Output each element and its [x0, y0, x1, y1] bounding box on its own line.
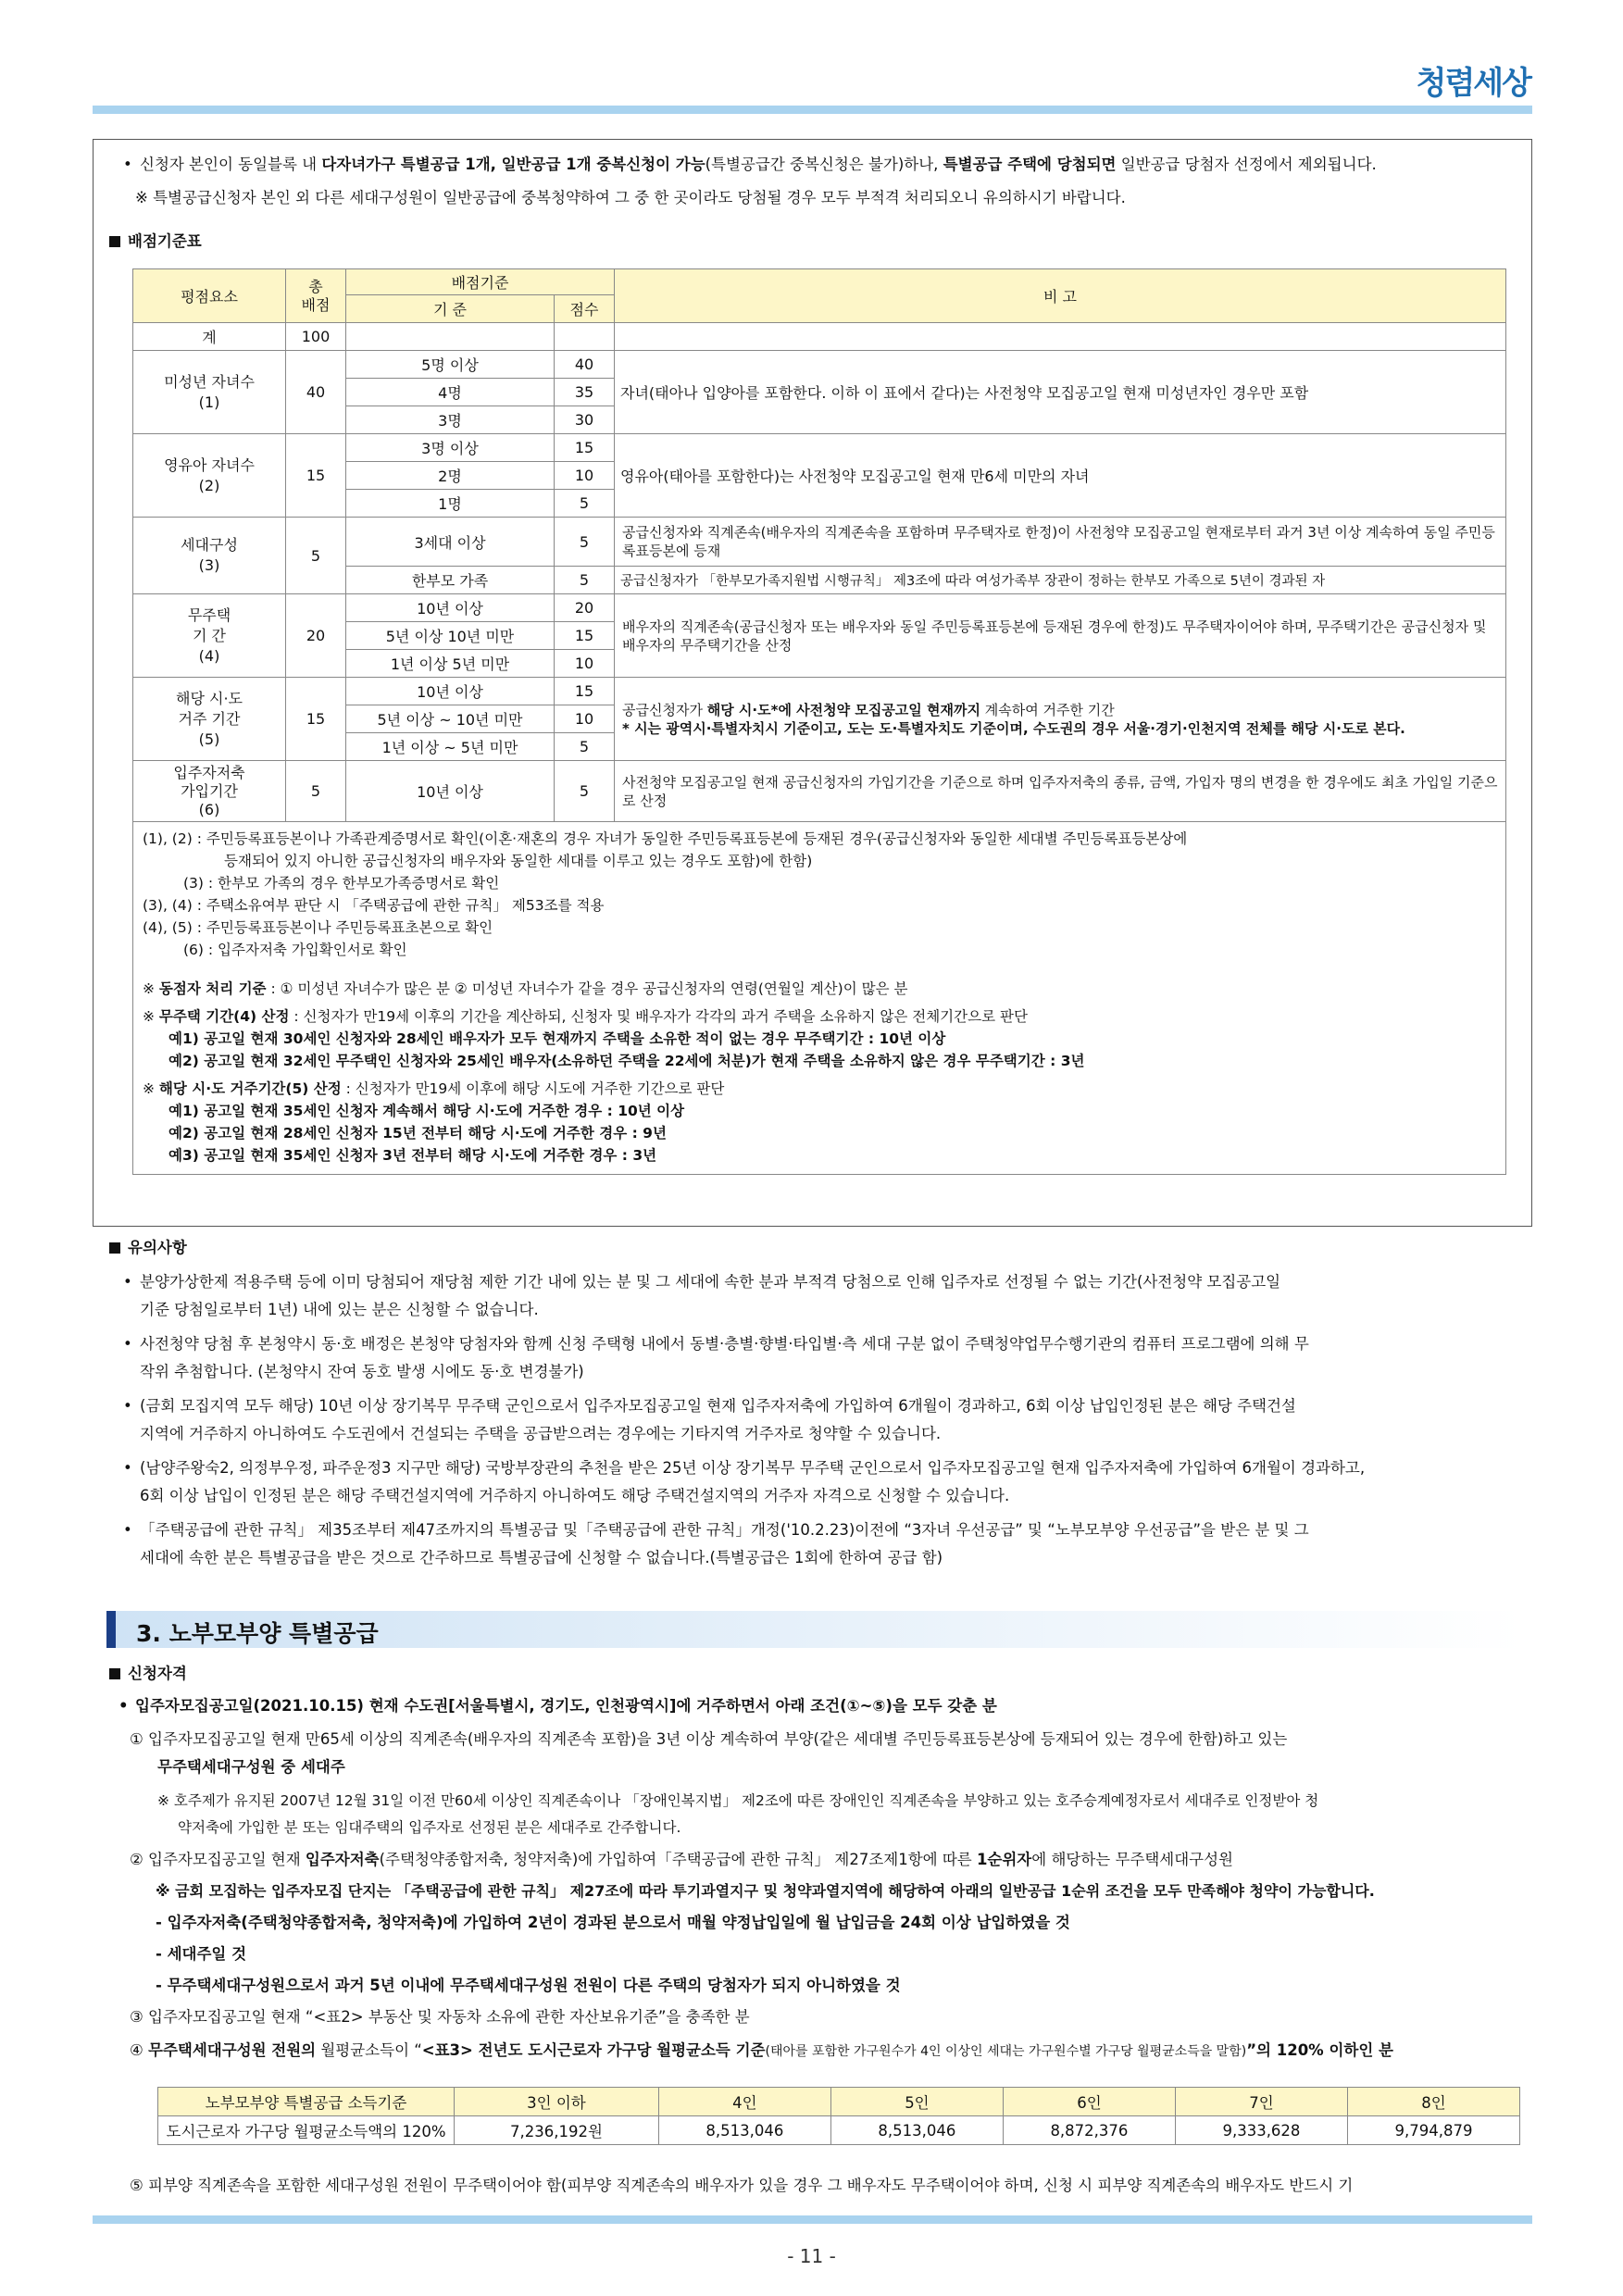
page-number: - 11 -: [787, 2245, 836, 2267]
condition-2: ② 입주자모집공고일 현재 입주자저축(주택청약종합저축, 청약저축)에 가입하여「주택공급에 관한 규칙」 제27조제1항에 따른 1순위자에 해당하는 무주택세대구성원: [130, 1851, 1233, 1868]
condition-5: ⑤ 피부양 직계존속을 포함한 세대구성원 전원이 무주택이어야 함(피부양 직계존속의 배우자가 있을 경우 그 배우자도 무주택이어야 하며, 신청 시 피부양 직계존속의 배우자도 반드시 기: [130, 2177, 1354, 2194]
table-row: 영유아 자녀수 (2) 15 3명 이상 15 영유아(태아를 포함한다)는 사전청약 모집공고일 현재 만6세 미만의 자녀: [133, 434, 1506, 462]
condition-3: ③ 입주자모집공고일 현재 “<표2> 부동산 및 자동차 소유에 관한 자산보유기준”을 충족한 분: [130, 2008, 750, 2026]
cautions-title: 유의사항: [109, 1238, 187, 1258]
condition-4: ④ 무주택세대구성원 전원의 월평균소득이 “<표3> 전년도 도시근로자 가구당 월평균소득 기준(태아를 포함한 가구원수가 4인 이상인 세대는 가구원수별 가구당 월평균소득을 말함)”의 120% 이하인 분: [130, 2041, 1393, 2059]
list-item: • 분양가상한제 적용주택 등에 이미 당첨되어 재당첨 제한 기간 내에 있는 분 및 그 세대에 속한 분과 부적격 당첨으로 인해 입주자로 선정될 수 없는 기간(사전청약 모집공고일 기준 당첨일로부터 1년) 내에 있는 분은 신청할 수 없습니다.: [123, 1273, 1281, 1318]
table-row: 미성년 자녀수 (1) 40 5명 이상 40 자녀(태아나 입양아를 포함한다. 이하 이 표에서 같다)는 사전청약 모집공고일 현재 미성년자인 경우만 포함: [133, 351, 1506, 379]
hdr-total: 총 배점: [286, 269, 346, 323]
list-item: • (금회 모집지역 모두 해당) 10년 이상 장기복무 무주택 군인으로서 입주자모집공고일 현재 입주자저축에 가입하여 6개월이 경과하고, 6회 이상 납입인정된 분은 해당 주택건설 지역에 거주하지 아니하여도 수도권에서 건설되는 주택을 공급받으려는 경우에는 기타지역 거주자로 청약할 수 있습니다.: [123, 1397, 1296, 1442]
table-row: 계 100: [133, 323, 1506, 351]
hdr-criteria: 배점기준: [346, 269, 615, 295]
condition-1-note-cont: 약저축에 가입한 분 또는 임대주택의 입주자로 선정된 분은 세대주로 간주합니다.: [178, 1819, 681, 1836]
footer-bar: [93, 2215, 1532, 2224]
condition-2-detail-3: - 무주택세대구성원으로서 과거 5년 이내에 무주택세대구성원 전원이 다른 주택의 당첨자가 되지 아니하였을 것: [156, 1977, 901, 1994]
condition-2-detail-2: - 세대주일 것: [156, 1945, 247, 1963]
score-table-title: 배점기준표: [109, 231, 202, 252]
table-row: 입주자저축 가입기간 (6) 5 10년 이상 5 사전청약 모집공고일 현재 공급신청자의 가입기간을 기준으로 하며 입주자저축의 종류, 금액, 가입자 명의 변경을 한 경우에도 최초 가입일 기준으로 산정: [133, 761, 1506, 822]
cautions-list: [123, 1268, 1530, 1572]
header-bar: [93, 106, 1532, 114]
hdr-points: 점수: [555, 295, 615, 323]
note-household-warning: ※ 특별공급신청자 본인 외 다른 세대구성원이 일반공급에 중복청약하여 그 중 한 곳이라도 당첨될 경우 모두 부적격 처리되오니 유의하시기 바랍니다.: [135, 189, 1126, 206]
section-3-header: 3. 노부모부양 특별공급: [106, 1611, 1523, 1648]
qualification-lead: • 입주자모집공고일(2021.10.15) 현재 수도권[서울특별시, 경기도, 인천광역시]에 거주하면서 아래 조건(①~⑤)을 모두 갖춘 분: [119, 1697, 997, 1715]
condition-2-detail-1: - 입주자저축(주택청약종합저축, 청약저축)에 가입하여 2년이 경과된 분으로서 매월 약정납입일에 월 납입금을 24회 이상 납입하였을 것: [156, 1914, 1070, 1931]
list-item: • 「주택공급에 관한 규칙」 제35조부터 제47조까지의 특별공급 및「주택공급에 관한 규칙」개정('10.2.23)이전에 “3자녀 우선공급” 및 “노부모부양 우선공급”을 받은 분 및 그 세대에 속한 분은 특별공급을 받은 것으로 간주하므로 특별공급에 신청할 수 없습니다.(특별공급은 1회에 한하여 공급 함): [123, 1521, 1309, 1566]
table-row: 세대구성 (3) 5 3세대 이상 5 공급신청자와 직계존속(배우자의 직계존속을 포함하며 무주택자로 한정)이 사전청약 모집공고일 현재로부터 과거 3년 이상 계속하여 동일 주민등록표등본에 등재: [133, 518, 1506, 567]
hdr-standard: 기 준: [346, 295, 555, 323]
note-duplicate-apply: • 신청자 본인이 동일블록 내 다자녀가구 특별공급 1개, 일반공급 1개 중복신청이 가능(특별공급간 중복신청은 불가)하나, 특별공급 주택에 당첨되면 일반공급 당첨자 선정에서 제외됩니다.: [123, 156, 1377, 173]
table-notes-row: (1), (2) : 주민등록표등본이나 가족관계증명서로 확인(이혼·재혼의 경우 자녀가 동일한 주민등록표등본에 등재된 경우(공급신청자와 동일한 세대별 주민등록표등본상에 등재되어 있지 아니한 공급신청자의 배우자와 동일한 세대를 이루고 있는 경우도 포함)에 한함) (3) : 한부모 가족의 경우 한부모가족증명서로 확인 (3), (4) : 주택소유여부 판단 시 「주택공급에 관한 규칙」 제53조를 적용 (4), (5) : 주민등록표등본이나 주민등록표초본으로 확인 (6) : 입주자저축 가입확인서로 확인 ※ 동점자 처리 기준 : ① 미성년 자녀수가 많은 분 ② 미성년 자녀수가 같을 경우 공급신청자의 연령(연월일 계산)이 많은 분 ※ 무주택 기간(4) 산정 : 신청자가 만19세 이후의 기간을 계산하되, 신청자 및 배우자가 각각의 과거 주택을 소유하지 않은 전체기간으로 판단 예1) 공고일 현재 30세인 신청자와 28세인 배우자가 모두 현재까지 주택을 소유한 적이 없는 경우 무주택기간 : 10년 이상 예2) 공고일 현재 32세인 무주택인 신청자와 25세인 배우자(소유하던 주택을 22세에 처분)가 현재 주택을 소유하지 않은 경우 무주택기간 : 3년 ※ 해당 시·도 거주기간(5) 산정 : 신청자가 만19세 이후에 해당 시도에 거주한 기간으로 판단 예1) 공고일 현재 35세인 신청자 계속해서 해당 시·도에 거주한 경우 : 10년 이상 예2) 공고일 현재 28세인 신청자 15년 전부터 해당 시·도에 거주한 경우 : 9년 예3) 공고일 현재 35세인 신청자 3년 전부터 해당 시·도에 거주한 경우 : 3년: [133, 822, 1506, 1175]
hdr-factor: 평점요소: [133, 269, 286, 323]
list-item: • 사전청약 당첨 후 본청약시 동·호 배정은 본청약 당첨자와 함께 신청 주택형 내에서 동별·층별·향별·타입별·측 세대 구분 없이 주택청약업무수행기관의 컴퓨터 프로그램에 의해 무 작위 추첨합니다. (본청약시 잔여 동호 발생 시에도 동·호 변경불가): [123, 1335, 1309, 1380]
table-row: 도시근로자 가구당 월평균소득액의 120% 7,236,192원 8,513,046 8,513,046 8,872,376 9,333,628 9,794,879: [158, 2116, 1520, 2145]
income-table: 노부모부양 특별공급 소득기준 3인 이하 4인 5인 6인 7인 8인 도시근로자 가구당 월평균소득액의 120% 7,236,192원 8,513,046 8,513,046 8,872,376 9,333,628 9,794,879: [157, 2087, 1520, 2145]
condition-2-note: ※ 금회 모집하는 입주자모집 단지는 「주택공급에 관한 규칙」 제27조에 따라 투기과열지구 및 청약과열지역에 해당하여 아래의 일반공급 1순위 조건을 모두 만족해야 청약이 가능합니다.: [156, 1882, 1375, 1900]
hdr-remark: 비 고: [615, 269, 1506, 323]
score-table: 평점요소 총 배점 배점기준 비 고 기 준 점수 계 100 미성년 자녀수 (1) 40 5명 이상 40 자녀(태아나 입양아를 포함한다. 이하 이 표에서 같다)는 사전청약 모집공고일 현재 미성년자인 경우만 포함 4명 35 3명 30 영유아 자녀수 (2) 15 3명 이상 15 영유아(태아를 포함한다)는 사전청약 모집공고일 현재 만6세 미만의 자녀 2명 10 1명 5 세대구성 (3) 5 3세대 이상 5 공급신청자와 직계존속(배우자의 직계존속을 포함하며 무주택자로 한정)이 사전청약 모집공고일 현재로부터 과거 3년 이상 계속하여 동일 주민등록표등본에 등재 한부모 가족 5 공급신청자가 「한부모가족지원법 시행규칙」 제3조에 따라 여성가족부 장관이 정하는 한부모 가족으로 5년이 경과된 자 무주택 기 간 (4) 20 10년 이상 20 배우자의 직계존속(공급신청자 또는 배우자와 동일 주민등록표등본에 등재된 경우에 한정)도 무주택자이어야 하며, 무주택기간은 공급신청자 및 배우자의 무주택기간을 산정 5년 이상 10년 미만 15 1년 이상 5년 미만 10 해당 시·도 거주 기간 (5) 15 10년 이상 15 공급신청자가 해당 시·도*에 사전청약 모집공고일 현재까지 계속하여 거주한 기간 * 시는 광역시·특별자치시 기준이고, 도는 도·특별자치도 기준이며, 수도권의 경우 서울·경기·인천지역 전체를 해당 시·도로 본다. 5년 이상 ~ 10년 미만 10 1년 이상 ~ 5년 미만 5 입주자저축 가입기간 (6) 5 10년 이상 5 사전청약 모집공고일 현재 공급신청자의 가입기간을 기준으로 하며 입주자저축의 종류, 금액, 가입자 명의 변경을 한 경우에도 최초 가입일 기준으로 산정 (1), (2) : 주민등록표등본이나 가족관계증명서로 확인(이혼·재혼의 경우 자녀가 동일한 주민등록표등본에 등재된 경우(공급신청자와 동일한 세대별 주민등록표등본상에 등재되어 있지 아니한 공급신청자의 배우자와 동일한 세대를 이루고 있는 경우도 포함)에 한함) (3) : 한부모 가족의 경우 한부모가족증명서로 확인 (3), (4) : 주택소유여부 판단 시 「주택공급에 관한 규칙」 제53조를 적용 (4), (5) : 주민등록표등본이나 주민등록표초본으로 확인 (6) : 입주자저축 가입확인서로 확인 ※ 동점자 처리 기준 : ① 미성년 자녀수가 많은 분 ② 미성년 자녀수가 같을 경우 공급신청자의 연령(연월일 계산)이 많은 분 ※ 무주택 기간(4) 산정 : 신청자가 만19세 이후의 기간을 계산하되, 신청자 및 배우자가 각각의 과거 주택을 소유하지 않은 전체기간으로 판단 예1) 공고일 현재 30세인 신청자와 28세인 배우자가 모두 현재까지 주택을 소유한 적이 없는 경우 무주택기간 : 10년 이상 예2) 공고일 현재 32세인 무주택인 신청자와 25세인 배우자(소유하던 주택을 22세에 처분)가 현재 주택을 소유하지 않은 경우 무주택기간 : 3년 ※ 해당 시·도 거주기간(5) 산정 : 신청자가 만19세 이후에 해당 시도에 거주한 기간으로 판단 예1) 공고일 현재 35세인 신청자 계속해서 해당 시·도에 거주한 경우 : 10년 이상 예2) 공고일 현재 28세인 신청자 15년 전부터 해당 시·도에 거주한 경우 : 9년 예3) 공고일 현재 35세인 신청자 3년 전부터 해당 시·도에 거주한 경우 : 3년: [132, 268, 1506, 1175]
condition-1: ① 입주자모집공고일 현재 만65세 이상의 직계존속(배우자의 직계존속 포함)을 3년 이상 계속하여 부양(같은 세대별 주민등록표등본상에 등재되어 있는 경우에 한함)하고 있는: [130, 1730, 1288, 1748]
logo-text: 청렴세상: [1416, 65, 1530, 102]
logo: [1417, 57, 1530, 103]
qualification-title: 신청자격: [109, 1664, 187, 1684]
condition-1-cont: 무주택세대구성원 중 세대주: [157, 1758, 345, 1776]
condition-1-note: ※ 호주제가 유지된 2007년 12월 31일 이전 만60세 이상인 직계존속이나 「장애인복지법」 제2조에 따른 장애인인 직계존속을 부양하고 있는 호주승계예정자로서 세대주로 인정받아 청: [157, 1792, 1319, 1809]
list-item: • (남양주왕숙2, 의정부우정, 파주운정3 지구만 해당) 국방부장관의 추천을 받은 25년 이상 장기복무 무주택 군인으로서 입주자모집공고일 현재 입주자저축에 가입하여 6개월이 경과하고, 6회 이상 납입이 인정된 분은 해당 주택건설지역에 거주하지 아니하여도 해당 주택건설지역의 거주자 자격으로 신청할 수 있습니다.: [123, 1459, 1366, 1504]
table-row: 무주택 기 간 (4) 20 10년 이상 20 배우자의 직계존속(공급신청자 또는 배우자와 동일 주민등록표등본에 등재된 경우에 한정)도 무주택자이어야 하며, 무주택기간은 공급신청자 및 배우자의 무주택기간을 산정: [133, 594, 1506, 622]
table-row: 해당 시·도 거주 기간 (5) 15 10년 이상 15 공급신청자가 해당 시·도*에 사전청약 모집공고일 현재까지 계속하여 거주한 기간 * 시는 광역시·특별자치시 기준이고, 도는 도·특별자치도 기준이며, 수도권의 경우 서울·경기·인천지역 전체를 해당 시·도로 본다.: [133, 678, 1506, 705]
